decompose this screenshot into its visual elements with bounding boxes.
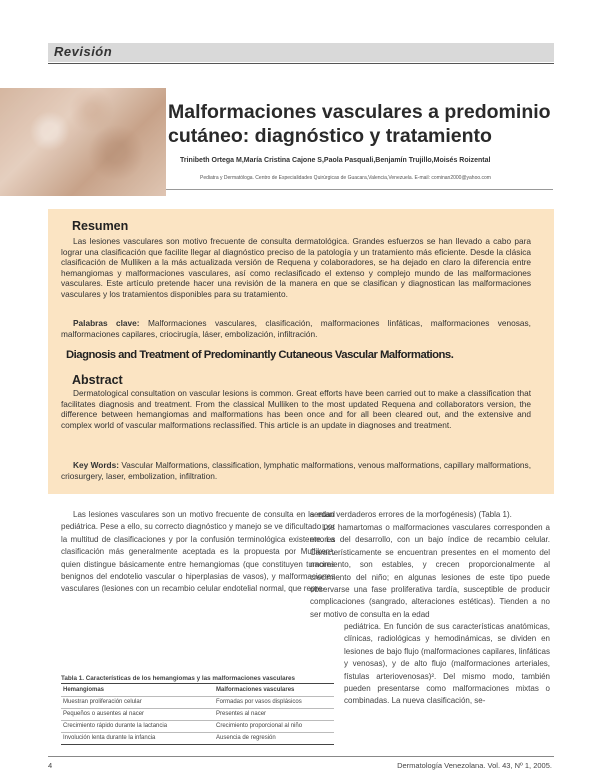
table-cell: Crecimiento rápido durante la lactancia	[63, 723, 168, 729]
keywords-text: Malformaciones vasculares, clasificación, malformaciones linfáticas, malformaciones venosas, malformaciones capilares, criocirugía, láser, embolización, infiltración.	[61, 318, 531, 339]
body-right-paragraph-1: sentan verdaderos errores de la morfogénesis) (Tabla 1).	[310, 510, 512, 519]
resumen-heading: Resumen	[72, 219, 129, 233]
body-right-paragraph-2: Los hamartomas o malformaciones vasculares corresponden a errores del desarrollo, con un bajo índice de recambio celular. Característicamente se encuentran presentes en el momento del nacimiento, son estables, y crecen proporcionalmente al crecimiento del niño; en algunas lesiones de este tipo puede observarse una fase proliferativa tardía, susceptible de producir complicaciones (sangrado, alteraciones estéticas). Tienden a no ser motivo de consulta en la edad	[310, 523, 550, 619]
english-title: Diagnosis and Treatment of Predominantly Cutaneous Vascular Malformations.	[66, 349, 454, 361]
header-divider	[166, 189, 553, 190]
abstract-text: Dermatological consultation on vascular lesions is common. Great efforts have been carried out to make a classification that facilitates diagnosis and treatment. From the classical Mulliken to the most updated Requena and collaborators version, the difference between hemangiomas and malformations has been once and for all been cleared out, and the extensive and complex world of vascular malformations reclassified. This article is an update in diagnoses and treatment.	[61, 388, 531, 430]
section-label: Revisión	[54, 44, 113, 59]
resumen-text: Las lesiones vasculares son motivo frecuente de consulta dermatológica. Grandes esfuerzos se han llevado a cabo para lograr una clasificación que facilite llegar al diagnóstico preciso de la patología y un tratamiento más eficiente. Desde la clásica clasificación de Mulliken a la más actualizada versión de Requena y colaboradores, se ha dejado en claro la diferencia entre hemangiomas y malformaciones vasculares, así como reclasificado el extenso y complejo mundo de las malformaciones vasculares. Este artículo pretende hacer una revisión de la manera en que se clasifican y diagnostican las malformaciones vasculares y los tratamientos disponibles para su tratamiento.	[61, 236, 531, 299]
table-row	[61, 732, 334, 744]
table-cell: Ausencia de regresión	[216, 735, 276, 741]
decorative-skin-texture-image	[0, 88, 166, 196]
table-header-cell: Hemangiomas	[63, 687, 105, 693]
body-right-paragraph-2-continued: pediátrica. En función de sus características anatómicas, clínicas, radiológicas y hemodinámicas, se dividen en lesiones de bajo flujo (malformaciones capilares, linfáticas y venosas), y de alto flujo (malformaciones arteriales, fístulas arteriovenosas)². Del mismo modo, también pueden presentarse como malformaciones mixtas o combinadas. La nueva clasificación, se-	[344, 622, 550, 706]
table-cell: Crecimiento proporcional al niño	[216, 723, 303, 729]
resumen-keywords	[61, 318, 531, 339]
abstract-keywords	[61, 460, 531, 481]
section-divider	[48, 63, 554, 64]
table-cell: Pequeños o ausentes al nacer	[63, 711, 145, 717]
body-left-paragraph: Las lesiones vasculares son un motivo frecuente de consulta en la edad pediátrica. Pese a ello, su correcto diagnóstico y manejo se ve dificultado por la multitud de clasificaciones y por la confusión terminológica existente. La clasificación más generalmente aceptada es la propuesta por Mulliken¹, quien distingue básicamente entre hemangiomas (que constituyen tumores benignos del endotelio vascular o hiperplasias de vasos), y malformaciones vasculares (lesiones con un recambio celular endotelial normal, que repre-	[61, 510, 335, 594]
keywords-label: Palabras clave:	[73, 318, 140, 328]
table-caption: Tabla 1. Características de los hemangiomas y las malformaciones vasculares	[61, 675, 296, 682]
table-bottom-rule	[61, 744, 334, 745]
table-cell: Involución lenta durante la infancia	[63, 735, 156, 741]
table-cell: Muestran proliferación celular	[63, 699, 142, 705]
journal-citation: Dermatología Venezolana. Vol. 43, Nº 1, 2005.	[397, 761, 552, 770]
article-affiliation: Pediatra y Dermatóloga. Centro de Especialidades Quirúrgicas de Guacara,Valencia,Venezuela. E-mail: cominan2000@yahoo.com	[200, 175, 491, 181]
table-cell: Presentes al nacer	[216, 711, 267, 717]
table-header-cell: Malformaciones vasculares	[216, 687, 295, 693]
article-authors: Trinibeth Ortega M,María Cristina Cajone S,Paola Pasquali,Benjamín Trujillo,Moisés Roizental	[180, 157, 491, 164]
footer-divider	[48, 756, 554, 757]
table-cell: Formadas por vasos displásicos	[216, 699, 302, 705]
section-header-bar	[48, 43, 554, 62]
keywords-text: Vascular Malformations, classification, lymphatic malformations, venous malformations, capillary malformations, criosurgery, laser, embolization, infiltration.	[61, 460, 532, 481]
article-title: Malformaciones vasculares a predominio cutáneo: diagnóstico y tratamiento	[168, 101, 551, 147]
abstract-heading: Abstract	[72, 373, 123, 387]
keywords-label: Key Words:	[73, 460, 119, 470]
page-number: 4	[48, 761, 53, 770]
